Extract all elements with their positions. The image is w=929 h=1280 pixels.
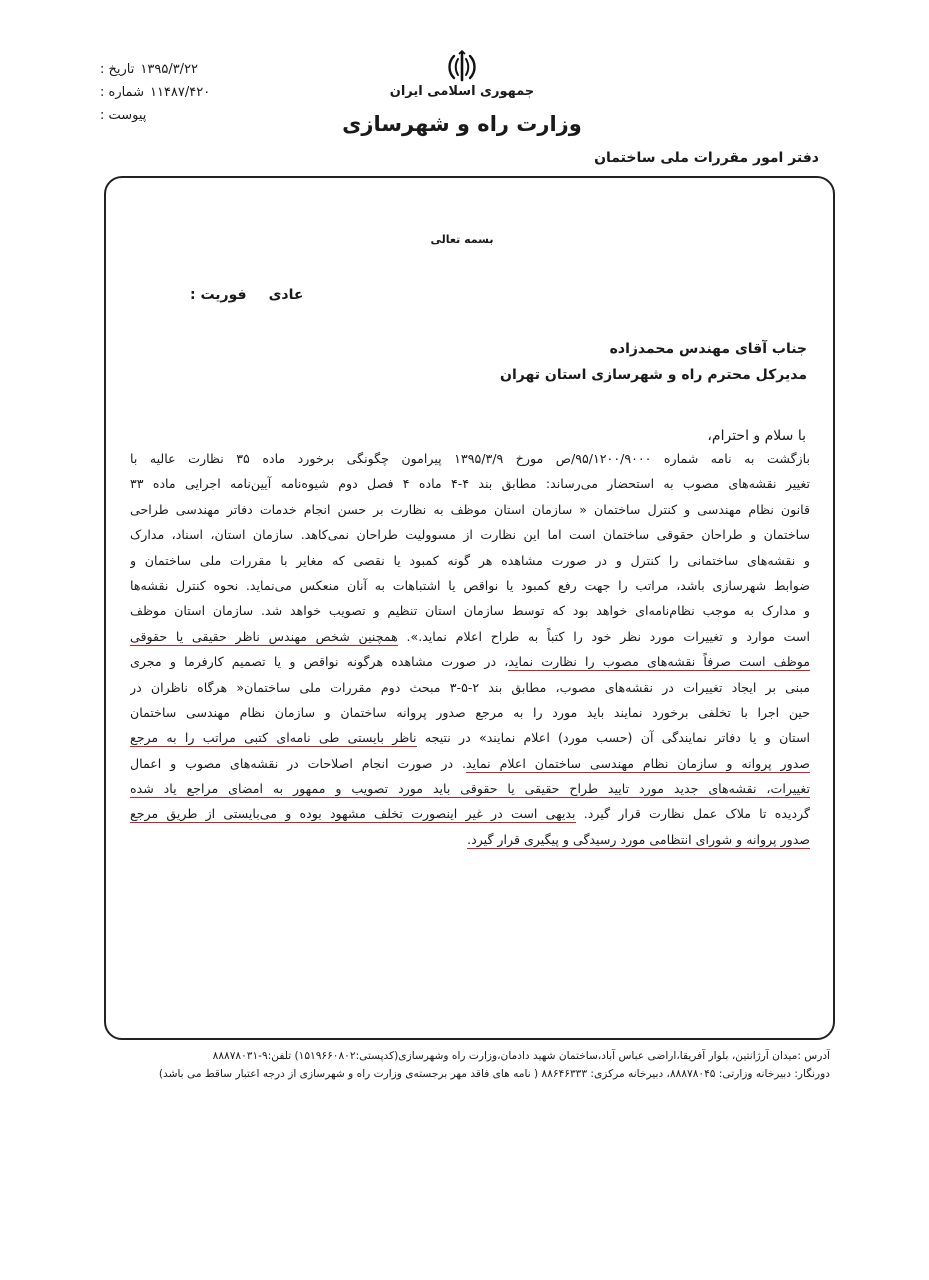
besmellah: بسمه تعالی: [430, 233, 494, 246]
body-text: تغییر نقشه‌های مصوب به استحضار می‌رساند: مطابق بند ۴-۴ ماده ۴ فصل دوم شیوه‌نامه آیین‌نامه اجرایی ماده ۳۳: [130, 476, 810, 492]
footer: [100, 1047, 830, 1083]
body-line: [130, 725, 810, 750]
recipient: [247, 336, 807, 388]
recipient-name: جناب آقای مهندس محمدزاده: [609, 341, 807, 357]
body-line: [130, 573, 810, 598]
body-line: [130, 598, 810, 623]
body-line: [130, 471, 810, 496]
body-text: ضوابط شهرسازی باشد، مراتب را جهت رفع کمبود یا نواقص یا اشتباهات به آنان منعکس می‌نماید. نحوه کنترل نقشه‌ها: [130, 577, 810, 593]
body-text: گردیده تا ملاک عمل نظارت قرار گیرد.: [575, 806, 810, 822]
office-name: دفتر امور مقررات ملی ساختمان: [594, 150, 819, 166]
underlined-text: موظف است صرفاً نقشه‌های مصوب را نظارت نماید: [508, 654, 810, 670]
body-text: است موارد و تغییرات مورد نظر خود را کتباً به طراح اعلام نماید.».: [397, 628, 810, 644]
body-text: حین اجرا با تخلفی برخورد نمایند باید مورد را به مرجع صدور پروانه ساختمان و سازمان نظام مهندسی ساختمان: [130, 704, 810, 720]
body-text: استان و یا دفاتر نمایندگی آن (حسب مورد) اعلام نمایند» در نتیجه: [416, 730, 810, 746]
body-line: [130, 497, 810, 522]
iran-emblem-icon: [445, 50, 479, 84]
body-text: مبنی بر ایجاد تغییرات در نقشه‌های مصوب، مطابق بند ۲-۵-۳ مبحث دوم مقررات ملی ساختمان« هرگاه ناظران در: [130, 679, 810, 695]
urgency-label: فوریت :: [190, 287, 247, 303]
underlined-text: صدور پروانه و شورای انتظامی مورد رسیدگی و پیگیری قرار گیرد.: [467, 831, 810, 847]
footer-address: آدرس :میدان آرژانتین، بلوار آفریقا،اراضی عباس آباد،ساختمان شهید دادمان،وزارت راه وشهرسازی(کدپستی:۱۵۱۹۶۶۰۸۰۲) تلفن:۹-۸۸۸۷۸۰۳۱: [212, 1050, 830, 1062]
body-line: [130, 522, 810, 547]
body-text: بازگشت به نامه شماره ۹۵/۱۲۰۰/۹۰۰۰/ص مورخ ۱۳۹۵/۳/۹ پیرامون چگونگی برخورد ماده ۳۵ نظارت عالیه با: [130, 451, 810, 466]
meta-number-label: شماره :: [100, 85, 144, 100]
meta-attachment: [100, 104, 300, 127]
urgency-value: عادی: [268, 287, 304, 303]
meta-date: [100, 58, 300, 81]
recipient-title: مدیرکل محترم راه و شهرسازی استان تهران: [500, 367, 807, 383]
body-line: [130, 446, 810, 471]
footer-fax: دورنگار: دبیرخانه وزارتی: ۸۸۸۷۸۰۴۵، دبیرخانه مرکزی: ۸۸۶۴۶۳۳۳ ( نامه های فاقد مهر برجسته‌ی وزارت راه و شهرسازی از درجه اعتبار ساقط می باشد): [158, 1068, 830, 1080]
meta-date-label: تاریخ :: [100, 62, 135, 77]
meta-attachment-label: پیوست :: [100, 108, 147, 123]
body-line: [130, 675, 810, 700]
body-text: قانون نظام مهندسی و کنترل ساختمان « سازمان استان موظف به نظارت بر حسن انجام خدمات دفاتر مهندسی طراحی: [130, 501, 810, 517]
meta-number: [100, 81, 300, 104]
underlined-text: ناظر بایستی طی نامه‌ای کتبی مراتب را به مرجع: [130, 730, 417, 746]
ministry-title: وزارت راه و شهرسازی: [342, 112, 582, 136]
body-line: [130, 548, 810, 573]
underlined-text: صدور پروانه و سازمان نظام مهندسی ساختمان اعلام نماید: [465, 755, 810, 771]
greeting: با سلام و احترام،: [707, 428, 806, 444]
body-line: [130, 751, 810, 776]
body-line: [130, 801, 810, 826]
underlined-text: بدیهی است در غیر اینصورت تخلف مشهود بوده و می‌بایستی از طریق مرجع: [130, 806, 576, 822]
urgency: [190, 287, 303, 303]
body-line: [130, 700, 810, 725]
body-line: [130, 649, 810, 674]
body-line: [130, 776, 810, 801]
underlined-text: همچنین شخص مهندس ناظر حقیقی یا حقوقی: [130, 628, 398, 644]
underlined-text: تغییرات، نقشه‌های جدید مورد تایید طراح حقیقی یا حقوقی باید مورد تصویب و ممهور به امضای مراجع یاد شده: [130, 781, 810, 797]
meta-number-value: ۱۱۴۸۷/۴۲۰: [149, 85, 211, 100]
letter-body: [130, 446, 810, 852]
body-text: ساختمان و طراحان حقوقی ساختمان است اما این نظارت از مسوولیت طراحان نمی‌کاهد. سازمان استان، اسناد، مدارک: [130, 527, 810, 543]
body-text: ، در صورت مشاهده هرگونه نواقص و یا تصمیم کارفرما و مجری: [130, 654, 509, 670]
body-line: [130, 624, 810, 649]
body-text: و نقشه‌های ساختمانی را کنترل و در صورت مشاهده هر گونه کمبود یا نقصی که مغایر با مقررات ملی ساختمان و: [130, 552, 810, 568]
body-text: و مدارک به موجب نظام‌نامه‌ای خواهد بود که توسط سازمان استان تنظیم و تصویب خواهد شد. سازمان استان موظف: [130, 603, 810, 619]
letter-meta: [100, 58, 300, 127]
meta-date-value: ۱۳۹۵/۳/۲۲: [140, 62, 199, 77]
republic-title: جمهوری اسلامی ایران: [389, 84, 535, 99]
body-text: . در صورت انجام اصلاحات در نقشه‌های مصوب و اعمال: [130, 755, 466, 771]
body-line: [130, 827, 810, 852]
